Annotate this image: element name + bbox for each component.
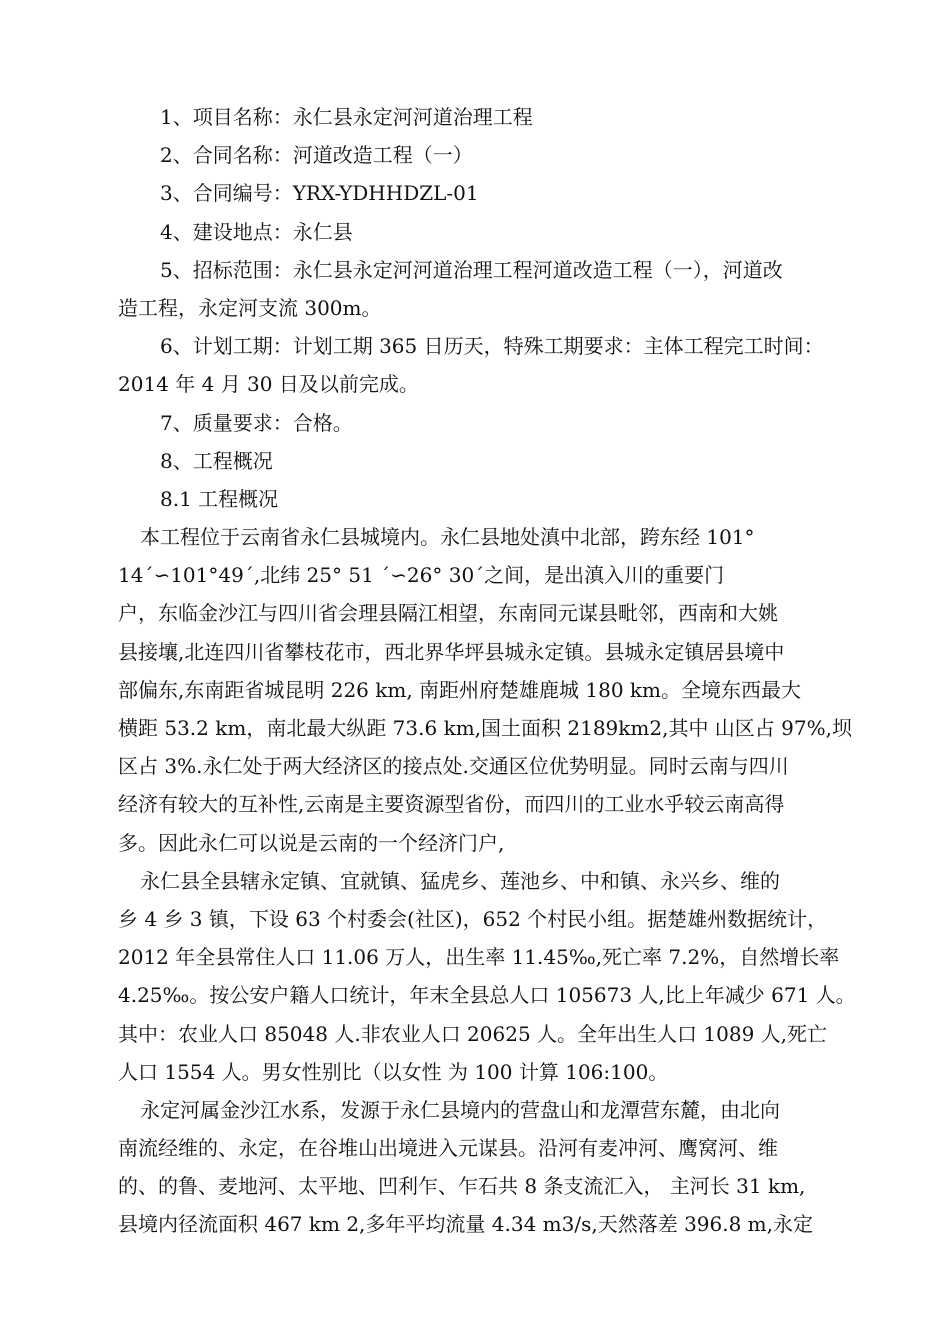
schedule-line: 6、计划工期：计划工期 365 日历天，特殊工期要求：主体工程完工时间： [160,334,824,359]
quality-line: 7、质量要求：合格。 [160,410,353,435]
paragraph-line: 多。因此永仁可以说是云南的一个经济门户, [118,830,505,855]
paragraph-line: 2012 年全县常住人口 11.06 万人，出生率 11.45‰,死亡率 7.2%，自然增长率 [118,945,840,970]
paragraph-line: 本工程位于云南省永仁县城境内。永仁县地处滇中北部，跨东经 101° [140,525,755,550]
paragraph-line: 的、的鲁、麦地河、太平地、凹利乍、乍石共 8 条支流汇入， 主河长 31 km, [118,1174,806,1199]
bid-scope-line: 5、招标范围：永仁县永定河河道治理工程河道改造工程（一），河道改 [160,257,783,282]
location-line: 4、建设地点：永仁县 [160,219,353,244]
paragraph-line: 区占 3%.永仁处于两大经济区的接点处.交通区位优势明显。同时云南与四川 [118,754,789,779]
contract-number-line: 3、合同编号：YRX-YDHHDZL-01 [160,181,479,206]
paragraph-line: 县境内径流面积 467 km 2,多年平均流量 4.34 m3/s,天然落差 396.8 m,永定 [118,1212,813,1237]
overview-subheading: 8.1 工程概况 [160,486,279,511]
contract-name-line: 2、合同名称：河道改造工程（一） [160,143,473,168]
paragraph-line: 南流经维的、永定，在谷堆山出境进入元谋县。沿河有麦冲河、鹰窝河、维 [118,1136,778,1161]
paragraph-line: 横距 53.2 km，南北最大纵距 73.6 km,国土面积 2189km2,其中 山区占 97%,坝 [118,716,852,740]
paragraph-line: 永仁县全县辖永定镇、宜就镇、猛虎乡、莲池乡、中和镇、永兴乡、维的 [140,868,780,893]
paragraph-line: 其中：农业人口 85048 人.非农业人口 20625 人。全年出生人口 1089 人,死亡 [118,1021,828,1046]
bid-scope-line-cont: 造工程，永定河支流 300m。 [118,295,382,320]
paragraph-line: 县接壤,北连四川省攀枝花市，西北界华坪县城永定镇。县城永定镇居县境中 [118,639,785,664]
project-name-line: 1、项目名称：永仁县永定河河道治理工程 [160,105,533,129]
paragraph-line: 人口 1554 人。男女性别比（以女性 为 100 计算 106:100。 [118,1059,669,1084]
paragraph-line: 部偏东,东南距省城昆明 226 km, 南距州府楚雄鹿城 180 km。全境东西最大 [118,677,802,702]
paragraph-line: 户，东临金沙江与四川省会理县隔江相望，东南同元谋县毗邻，西南和大姚 [118,601,778,626]
schedule-line-cont: 2014 年 4 月 30 日及以前完成。 [118,372,419,397]
overview-heading: 8、工程概况 [160,448,273,473]
document-body [118,98,876,1244]
paragraph-line: 永定河属金沙江水系，发源于永仁县境内的营盘山和龙潭营东麓，由北向 [140,1097,780,1122]
paragraph-line: 4.25‰。按公安户籍人口统计，年末全县总人口 105673 人,比上年减少 671 人。 [118,983,856,1008]
paragraph-line: 14´∽101°49´,北纬 25° 51 ´∽26° 30´之间，是出滇入川的重要门 [118,563,725,588]
paragraph-line: 经济有较大的互补性,云南是主要资源型省份，而四川的工业水乎较云南高得 [118,792,785,817]
paragraph-line: 乡 4 乡 3 镇，下设 63 个村委会(社区)，652 个村民小组。据楚雄州数据统计， [118,906,828,931]
